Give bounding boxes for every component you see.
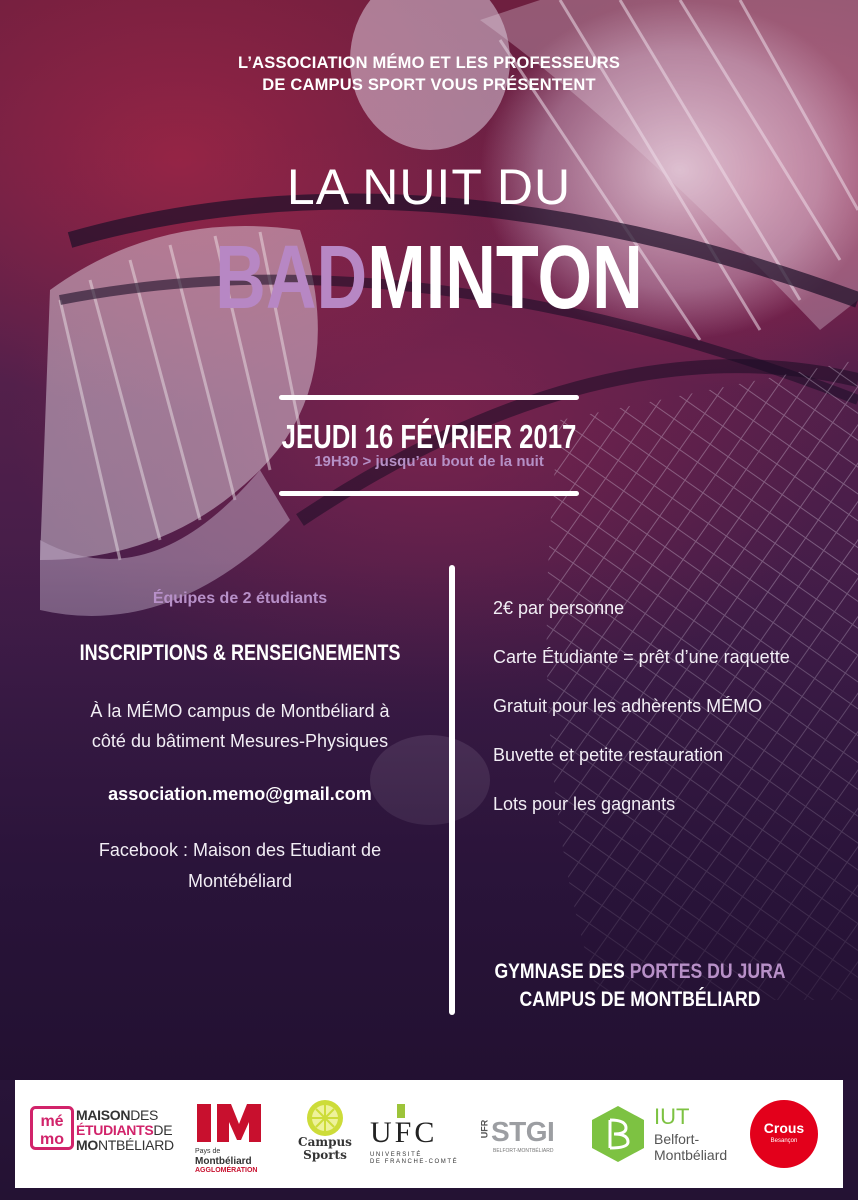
memo-maison: MAISON <box>76 1107 131 1123</box>
title-la-nuit-du: LA NUIT DU <box>286 159 572 215</box>
cs-sports: Sports <box>303 1148 347 1162</box>
info-left-column <box>40 590 440 897</box>
memo-etudiants: ÉTUDIANTS <box>76 1122 154 1138</box>
ufr-stgi-logo <box>475 1116 565 1156</box>
divider-rule-top <box>279 395 579 400</box>
venue-gymnase: GYMNASE DES <box>494 960 630 983</box>
ufc-franche-comte: DE FRANCHE-COMTÉ <box>370 1159 459 1165</box>
pm-montbeliard: Montbéliard <box>195 1156 252 1167</box>
memo-logo <box>30 1106 190 1162</box>
info-item-free-members: Gratuit pour les adhèrents MÉMO <box>493 696 763 716</box>
cs-campus: Campus <box>298 1135 352 1149</box>
info-item-racket: Carte Étudiante = prêt d’une raquette <box>493 647 790 667</box>
crous-besancon: Besançon <box>770 1138 798 1144</box>
info-right-column <box>493 596 823 841</box>
stgi-name: STGI <box>491 1116 555 1147</box>
presenters-heading <box>0 52 858 96</box>
facebook-line-2: Montébéliard <box>187 871 293 891</box>
venue-portes-du-jura: PORTES DU JURA <box>629 960 786 983</box>
location-line-2: côté du bâtiment Mesures-Physiques <box>91 731 389 751</box>
teams-info: Équipes de 2 étudiants <box>152 590 328 607</box>
memo-ntbeliard: NTBÉLIARD <box>97 1137 174 1153</box>
iut-montbeliard: Montbéliard <box>654 1147 728 1163</box>
memo-mark-bottom: mo <box>40 1131 64 1148</box>
iut-hexagon-icon <box>590 1104 646 1164</box>
presenters-line-1: L’ASSOCIATION MÉMO ET LES PROFESSEURS <box>237 54 621 72</box>
ufc-universite: UNIVERSITÉ <box>370 1152 423 1158</box>
info-item-refreshments: Buvette et petite restauration <box>493 745 724 765</box>
venue-line-1 <box>489 958 791 986</box>
campus-sports-text <box>290 1136 360 1162</box>
memo-mark-top: mé <box>40 1113 64 1130</box>
venue-line-2: CAMPUS DE MONTBÉLIARD <box>519 988 761 1011</box>
info-item-price: 2€ par personne <box>493 598 625 618</box>
inscriptions-heading: INSCRIPTIONS & RENSEIGNEMENTS <box>79 640 401 665</box>
stgi-subtitle: BELFORT-MONTBÉLIARD <box>493 1148 554 1154</box>
location-info <box>40 696 440 756</box>
pays-montbeliard-mark-icon <box>193 1100 269 1146</box>
presenters-line-2: DE CAMPUS SPORT VOUS PRÉSENTENT <box>262 76 596 94</box>
event-hours: 19H30 > jusqu’au bout de la nuit <box>314 453 544 470</box>
pays-montbeliard-logo <box>193 1100 269 1174</box>
partner-logos-strip <box>15 1080 843 1188</box>
memo-logo-text <box>76 1108 174 1153</box>
stgi-ufr: UFR <box>479 1119 490 1139</box>
venue-info <box>489 958 791 1014</box>
pm-pays-de: Pays de <box>195 1148 221 1155</box>
memo-des: DES <box>130 1107 159 1123</box>
facebook-line-1: Facebook : Maison des Etudiant de <box>98 840 382 860</box>
iut-subtitle <box>654 1131 727 1163</box>
info-item-prizes: Lots pour les gagnants <box>493 794 676 814</box>
iut-logo <box>590 1104 750 1168</box>
contact-email[interactable]: association.memo@gmail.com <box>108 784 372 804</box>
divider-rule-bottom <box>279 491 579 496</box>
title-bad: BAD <box>215 228 368 328</box>
ufc-logo <box>370 1104 460 1168</box>
title-badminton <box>94 228 763 328</box>
citrus-icon <box>290 1098 360 1138</box>
title-minton: MINTON <box>367 228 643 328</box>
iut-belfort: Belfort- <box>654 1131 700 1147</box>
facebook-info <box>40 835 440 897</box>
event-date: JEUDI 16 FÉVRIER 2017 <box>281 418 577 455</box>
pm-agglomeration: AGGLOMÉRATION <box>195 1167 258 1174</box>
crous-name: Crous <box>763 1120 805 1136</box>
ufc-subtitle <box>370 1152 458 1166</box>
memo-mark-icon <box>30 1106 74 1150</box>
campus-sports-logo <box>290 1098 360 1172</box>
memo-mo: MO <box>76 1137 98 1153</box>
ufc-letters: UFC <box>370 1116 438 1149</box>
iut-title: IUT <box>654 1104 690 1129</box>
location-line-1: À la MÉMO campus de Montbéliard à <box>90 701 390 721</box>
crous-logo <box>748 1098 820 1170</box>
memo-de: DE <box>153 1122 173 1138</box>
column-divider <box>449 565 455 1015</box>
